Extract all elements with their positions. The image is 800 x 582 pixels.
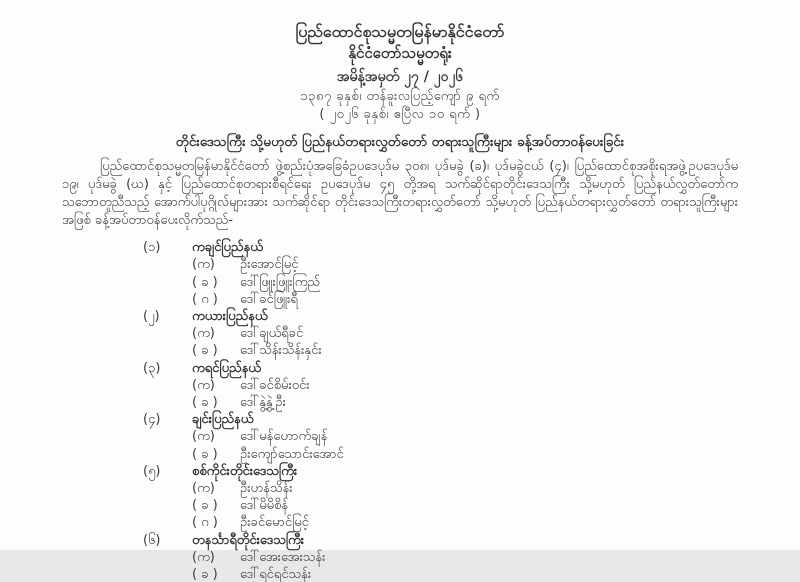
region-row (143, 412, 800, 427)
region-row (143, 361, 800, 376)
region-row (143, 240, 800, 255)
region-row (143, 533, 800, 548)
member-name: ဒေါ်မိမိစိန် (240, 498, 289, 514)
member-row (143, 257, 800, 272)
member-row (143, 429, 800, 444)
member-name: ဒေါ်နွဲ့နွဲ့ဦး (240, 395, 286, 411)
member-row (143, 275, 800, 290)
member-name: ဦးဟန်သိန်း (240, 481, 293, 497)
member-name: ဒေါ်မန်ဟောက်ချန် (240, 429, 328, 445)
member-name: ဒေါ်ဖြူးဖြူးကြည် (240, 274, 320, 290)
appointment-list (143, 240, 800, 582)
member-letter: ( ခ ) (192, 567, 218, 582)
member-name: ဦးအောင်မြင့် (240, 257, 299, 273)
member-row (143, 395, 800, 410)
member-name: ဒေါ်ခင်ဖြူးရီ (240, 291, 298, 307)
member-letter: (က) (192, 257, 215, 273)
item-number: (၅) (143, 463, 161, 479)
member-row (143, 326, 800, 341)
member-letter: (က) (192, 326, 215, 342)
region-name: ကချင်ပြည်နယ် (192, 240, 263, 256)
member-name: ဒေါ်အေးအေးသန်း (240, 549, 326, 565)
member-letter: (က) (192, 549, 215, 565)
myanmar-calendar-date: ၁၃၈၇ ခုနှစ်၊ တန်ခူးလပြည့်ကျော် ၉ ရက် (300, 88, 500, 104)
document-title: တိုင်းဒေသကြီး သို့မဟုတ် ပြည်နယ်တရားလွှတ်တော် တရားသူကြီးများ ခန့်အပ်တာဝန်ပေးခြင်း (175, 134, 625, 151)
member-letter: ( ဂ ) (192, 515, 218, 531)
item-number: (၂) (143, 309, 160, 325)
region-row (143, 464, 800, 479)
member-row (143, 447, 800, 462)
member-row (143, 515, 800, 530)
member-letter: (က) (192, 429, 215, 445)
member-letter: ( ခ ) (192, 395, 218, 411)
member-letter: ( ခ ) (192, 343, 218, 359)
item-number: (၁) (143, 240, 161, 256)
region-name: ကရင်ပြည်နယ် (192, 360, 261, 376)
member-name: ဦးခင်မောင်မြင့် (240, 515, 309, 531)
order-number-line: အမိန့်အမှတ် ၂၇ / ၂၀၂၆ (336, 68, 464, 85)
body-paragraph: ပြည်ထောင်စုသမ္မတမြန်မာနိုင်ငံတော် ဖွဲ့စည်းပုံအခြေခံဥပဒေပုဒ်မ ၃၀၈၊ ပုဒ်မခွဲ (ခ)၊ ပုဒ်မခွဲငယ် (၄)၊ ပြည်ထောင်စုအစိုးရအဖွဲ့ဥပဒေပုဒ်မ ၁၉၊ ပုဒ်မခွဲ (ဃ) နှင့် ပြည်ထောင်စုတရားစီရင်ရေး ဥပဒေပုဒ်မ ၄၅ တို့အရ သက်ဆိုင်ရာတိုင်းဒေသကြီး သို့မဟုတ် ပြည်နယ်လွှတ်တော်က သဘောတူညီသည့် အောက်ပါပုဂ္ဂိုလ်များအား သက်ဆိုင်ရာ တိုင်းဒေသကြီးတရားလွှတ်တော် သို့မဟုတ် ပြည်နယ်တရားလွှတ်တော် တရားသူကြီးများအဖြစ် ခန့်အပ်တာဝန်ပေးလိုက်သည်- (62, 159, 738, 229)
member-name: ဒေါ်ချယ်ရီခင် (240, 326, 304, 342)
president-office-heading: နိုင်ငံတော်သမ္မတရုံး (348, 44, 452, 63)
member-name: ဒေါ်ခင်စိမ်းဝင်း (240, 377, 310, 393)
member-row (143, 292, 800, 307)
member-row (143, 550, 800, 565)
item-number: (၄) (143, 412, 161, 428)
member-row (143, 567, 800, 582)
region-name: စစ်ကိုင်းတိုင်းဒေသကြီး (192, 463, 298, 479)
member-letter: ( ဂ ) (192, 291, 218, 307)
region-name: ကယားပြည်နယ် (192, 309, 268, 325)
member-letter: ( ခ ) (192, 446, 218, 462)
member-letter: ( ခ ) (192, 498, 218, 514)
region-name: တနင်္သာရီတိုင်းဒေသကြီး (192, 532, 305, 548)
item-number: (၆) (143, 532, 161, 548)
member-name: ဒေါ်ရင်ရင်သန်း (240, 567, 312, 582)
member-name: ဒေါ်သိန်းသိန်းနှင်း (240, 343, 322, 359)
member-row (143, 378, 800, 393)
member-letter: (က) (192, 377, 215, 393)
gregorian-calendar-date: ( ၂၀၂၆ ခုနှစ်၊ ဧပြီလ ၁၀ ရက် ) (319, 107, 481, 123)
member-row (143, 498, 800, 513)
member-row (143, 481, 800, 496)
member-name: ဦးကျော်သောင်းအောင် (240, 446, 344, 462)
member-letter: ( ခ ) (192, 274, 218, 290)
member-letter: (က) (192, 481, 215, 497)
region-name: ချင်းပြည်နယ် (192, 412, 254, 428)
region-row (143, 309, 800, 324)
state-name-heading: ပြည်ထောင်စုသမ္မတမြန်မာနိုင်ငံတော် (295, 22, 505, 41)
item-number: (၃) (143, 360, 161, 376)
member-row (143, 343, 800, 358)
